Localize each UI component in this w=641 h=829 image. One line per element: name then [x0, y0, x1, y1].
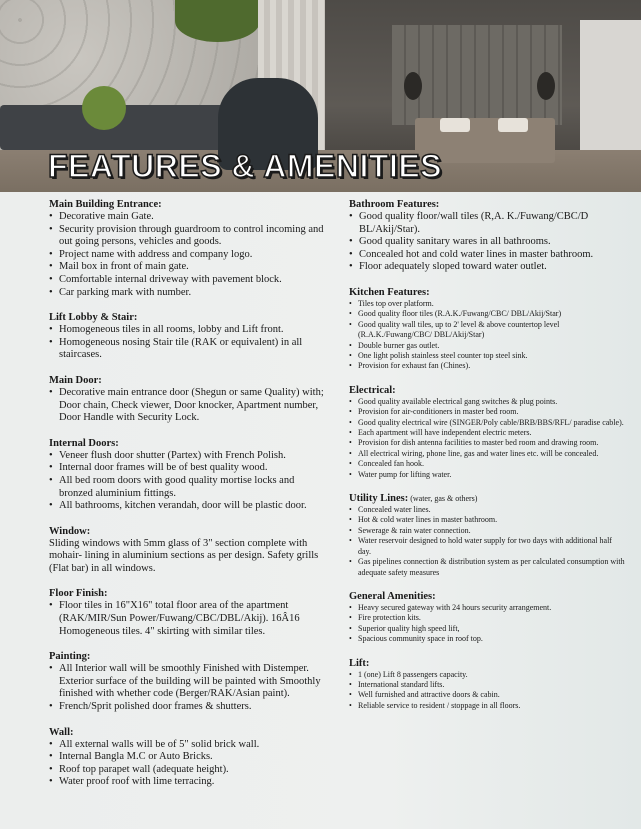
feature-item-text: Provision for exhaust fan (Chines). — [358, 361, 471, 371]
feature-item — [49, 224, 329, 249]
feature-item-text: Good quality floor tiles (R.A.K./Fuwang/CBC/ DBL/Akij/Star) — [358, 309, 562, 319]
feature-item-text: Veneer flush door shutter (Partex) with French Polish. — [59, 449, 286, 461]
feature-item-text: One light polish stainless steel counter top steel sink. — [358, 351, 528, 360]
feature-item — [349, 351, 625, 361]
feature-item — [49, 701, 329, 714]
pillow — [440, 118, 470, 132]
feature-item-text: Gas pipelines connection & distribution system as per calculated consumption with adequate safety measures — [358, 557, 625, 577]
feature-item-text: Hot & cold water lines in master bathroom. — [358, 515, 498, 525]
feature-item — [349, 361, 625, 371]
feature-item — [349, 624, 625, 634]
feature-item — [349, 680, 625, 690]
feature-item — [49, 249, 329, 262]
feature-item-text: Homogeneous tiles in all rooms, lobby and Lift front. — [59, 324, 284, 336]
feature-item-text: Floor tiles in 16"X16" total floor area of the apartment (RAK/MIR/Sun Power/Fuwang/CBC/DBL/Akij). 16Â16 Homogeneous tiles. 4" skirting with similar tiles. — [59, 600, 300, 637]
feature-item-text: Roof top parapet wall (adequate height). — [59, 763, 229, 775]
section-heading — [349, 590, 625, 603]
feature-item-text: Good quality available electrical gang switches & plug points. — [358, 396, 558, 406]
feature-item-text: Spacious community space in roof top. — [358, 634, 483, 644]
feature-item-text: Provision for air-conditioners in master bed room. — [358, 407, 519, 417]
section-floor-finish — [49, 587, 329, 638]
section-heading-text: Wall: — [49, 726, 74, 738]
section-lift — [349, 657, 625, 712]
feature-item — [49, 751, 329, 764]
feature-item — [349, 428, 625, 438]
feature-item — [349, 459, 625, 469]
feature-item-text: Good quality electrical wire (SINGER/Poly cable/BRB/BBS/RFL/ paradise cable). — [358, 417, 624, 427]
section-heading — [49, 311, 329, 324]
feature-item — [349, 418, 625, 428]
feature-item — [349, 701, 625, 711]
section-heading — [49, 587, 329, 600]
feature-item-text: Well furnished and attractive doors & cabin. — [358, 690, 500, 700]
section-heading-text: Window: — [49, 525, 91, 537]
potted-plant — [82, 86, 126, 130]
features-content — [0, 192, 641, 829]
feature-item-text: Security provision through guardroom to control incoming and out going persons, vehicles and goods. — [59, 223, 324, 248]
right-column — [349, 198, 625, 723]
section-lift-lobby-stair — [49, 311, 329, 362]
feature-item — [49, 287, 329, 300]
feature-item-text: Comfortable internal driveway with pavement block. — [59, 273, 282, 285]
feature-item-text: All Interior wall will be smoothly Finished with Distemper. Exterior surface of the building will be painted with Smoothly finished with whether code (Berger/RAK/Asian paint). — [59, 663, 321, 700]
section-heading — [349, 657, 625, 670]
feature-item — [49, 764, 329, 777]
section-heading-text: Floor Finish: — [49, 588, 108, 600]
feature-item-text: Heavy secured gateway with 24 hours security arrangement. — [358, 602, 552, 612]
section-heading-text: Lift Lobby & Stair: — [49, 312, 138, 324]
section-heading-text: Lift: — [349, 657, 370, 669]
feature-item-text: French/Sprit polished door frames & shutters. — [59, 701, 252, 713]
feature-item — [49, 776, 329, 789]
section-wall — [49, 726, 329, 789]
feature-item-text: Superior quality high speed lift, — [358, 623, 460, 633]
feature-item-text: Project name with address and company logo. — [59, 248, 253, 260]
feature-item-text: International standard lifts. — [358, 679, 445, 689]
feature-item — [349, 236, 625, 249]
feature-item-text: Sewerage & rain water connection. — [358, 525, 471, 535]
feature-item-text: Water proof roof with lime terracing. — [59, 776, 215, 788]
feature-item-text: Car parking mark with number. — [59, 286, 192, 298]
feature-item-text: All bed room doors with good quality mortise locks and bronzed aluminium fittings. — [59, 474, 295, 499]
feature-item — [349, 449, 625, 459]
feature-item — [349, 261, 625, 274]
hanging-plant — [175, 0, 260, 42]
section-heading-text: Kitchen Features: — [349, 286, 430, 298]
feature-item — [49, 450, 329, 463]
section-main-door — [49, 374, 329, 425]
feature-item — [349, 634, 625, 644]
section-kitchen-features — [349, 286, 625, 372]
feature-item — [49, 739, 329, 752]
feature-item — [49, 324, 329, 337]
feature-item — [349, 341, 625, 351]
feature-item — [349, 320, 625, 341]
section-heading — [349, 286, 625, 299]
feature-item — [49, 500, 329, 513]
feature-item — [349, 536, 625, 557]
feature-item-text: Water reservoir designed to hold water supply for two days with additional half day. — [358, 536, 612, 556]
feature-item-text: Provision for dish antenna facilities to master bed room and drawing room. — [358, 438, 599, 448]
feature-item — [49, 261, 329, 274]
feature-item — [49, 211, 329, 224]
bedroom-window — [580, 20, 641, 150]
section-heading-note: (water, gas & others) — [408, 494, 478, 504]
section-heading — [49, 525, 329, 538]
feature-item-text: Fire protection kits. — [358, 613, 421, 623]
feature-item — [349, 670, 625, 680]
section-heading — [349, 384, 625, 397]
feature-item-text: Sliding windows with 5mm glass of 3" section complete with mohair- lining in aluminium sections as per design. Safety grills (Flat bar) in all windows. — [49, 537, 319, 574]
feature-item-text: All external walls will be of 5" solid brick wall. — [59, 738, 260, 750]
feature-item-text: All electrical wiring, phone line, gas and water lines etc. will be concealed. — [358, 448, 599, 458]
feature-item-text: Internal door frames will be of best quality wood. — [59, 462, 268, 474]
section-painting — [49, 650, 329, 713]
feature-item-text: Concealed hot and cold water lines in master bathroom. — [359, 248, 594, 260]
feature-item — [349, 557, 625, 578]
pillow — [498, 118, 528, 132]
feature-item-text: Decorative main Gate. — [59, 211, 154, 222]
feature-item-text: Good quality sanitary wares in all bathrooms. — [359, 236, 551, 248]
feature-item — [49, 462, 329, 475]
section-heading-text: Main Building Entrance: — [49, 199, 162, 210]
feature-item — [49, 663, 329, 701]
section-heading-text: Internal Doors: — [49, 437, 119, 449]
feature-item — [49, 538, 329, 576]
feature-item-text: Good quality wall tiles, up to 2' level & above countertop level (R.A.K./Fuwang/CBC/ DBL/Akij/Star) — [358, 319, 560, 340]
feature-item-text: Decorative main entrance door (Shegun or same Quality) with; Door chain, Check viewer, Door knocker, Apartment number, Door Handle with Security Lock. — [59, 386, 324, 424]
section-heading — [349, 198, 625, 211]
feature-item — [49, 600, 329, 638]
left-column — [49, 198, 329, 801]
feature-item — [349, 526, 625, 536]
feature-item-text: Tiles top over platform. — [358, 298, 434, 308]
feature-item — [349, 470, 625, 480]
section-heading-text: Painting: — [49, 651, 91, 663]
feature-item — [349, 603, 625, 613]
feature-item-text: Concealed water lines. — [358, 505, 431, 515]
feature-item — [349, 690, 625, 700]
hero-image — [0, 0, 641, 192]
section-window — [49, 525, 329, 576]
section-heading — [49, 437, 329, 450]
feature-item — [349, 407, 625, 417]
feature-item — [49, 337, 329, 362]
feature-item-text: Internal Bangla M.C or Auto Bricks. — [59, 751, 213, 763]
feature-item-text: Floor adequately sloped toward water outlet. — [359, 261, 547, 273]
section-heading — [49, 726, 329, 739]
section-heading — [349, 492, 625, 505]
section-heading-text: Bathroom Features: — [349, 199, 440, 210]
section-general-amenities — [349, 590, 625, 645]
feature-item-text: 1 (one) Lift 8 passengers capacity. — [358, 669, 468, 679]
section-heading-text: Main Door: — [49, 374, 102, 386]
feature-item — [349, 249, 625, 262]
feature-item-text: Reliable service to resident / stoppage in all floors. — [358, 700, 521, 710]
feature-item — [349, 211, 625, 236]
section-heading-text: General Amenities: — [349, 590, 436, 602]
feature-item-text: Mail box in front of main gate. — [59, 261, 189, 273]
feature-item-text: Concealed fan hook. — [358, 459, 424, 469]
feature-item — [349, 309, 625, 319]
pendant-lamp — [537, 72, 555, 100]
feature-item — [49, 387, 329, 425]
page-title: FEATURES & AMENITIES — [48, 148, 443, 184]
section-main-building-entrance — [49, 198, 329, 299]
section-heading-text: Electrical: — [349, 384, 396, 396]
section-electrical — [349, 384, 625, 480]
feature-item — [349, 299, 625, 309]
section-bathroom-features — [349, 198, 625, 274]
feature-item-text: Each apartment will have independent electric meters. — [358, 428, 532, 438]
section-heading — [49, 374, 329, 387]
feature-item — [49, 274, 329, 287]
feature-item-text: Double burner gas outlet. — [358, 340, 440, 350]
feature-item — [349, 515, 625, 525]
feature-item-text: Homogeneous nosing Stair tile (RAK or equivalent) in all staircases. — [59, 336, 303, 361]
pendant-lamp — [404, 72, 422, 100]
section-heading — [49, 650, 329, 663]
section-internal-doors — [49, 437, 329, 513]
feature-item — [349, 505, 625, 515]
feature-item — [49, 475, 329, 500]
feature-item-text: Water pump for lifting water. — [358, 469, 452, 479]
feature-item — [349, 397, 625, 407]
feature-item — [349, 613, 625, 623]
feature-item — [349, 438, 625, 448]
section-utility-lines — [349, 492, 625, 578]
feature-item-text: All bathrooms, kitchen verandah, door will be plastic door. — [59, 500, 307, 512]
section-heading — [49, 198, 329, 211]
section-heading-text: Utility Lines: — [349, 493, 409, 505]
feature-item-text: Good quality floor/wall tiles (R,A. K./Fuwang/CBC/D BL/Akij/Star). — [359, 211, 589, 235]
